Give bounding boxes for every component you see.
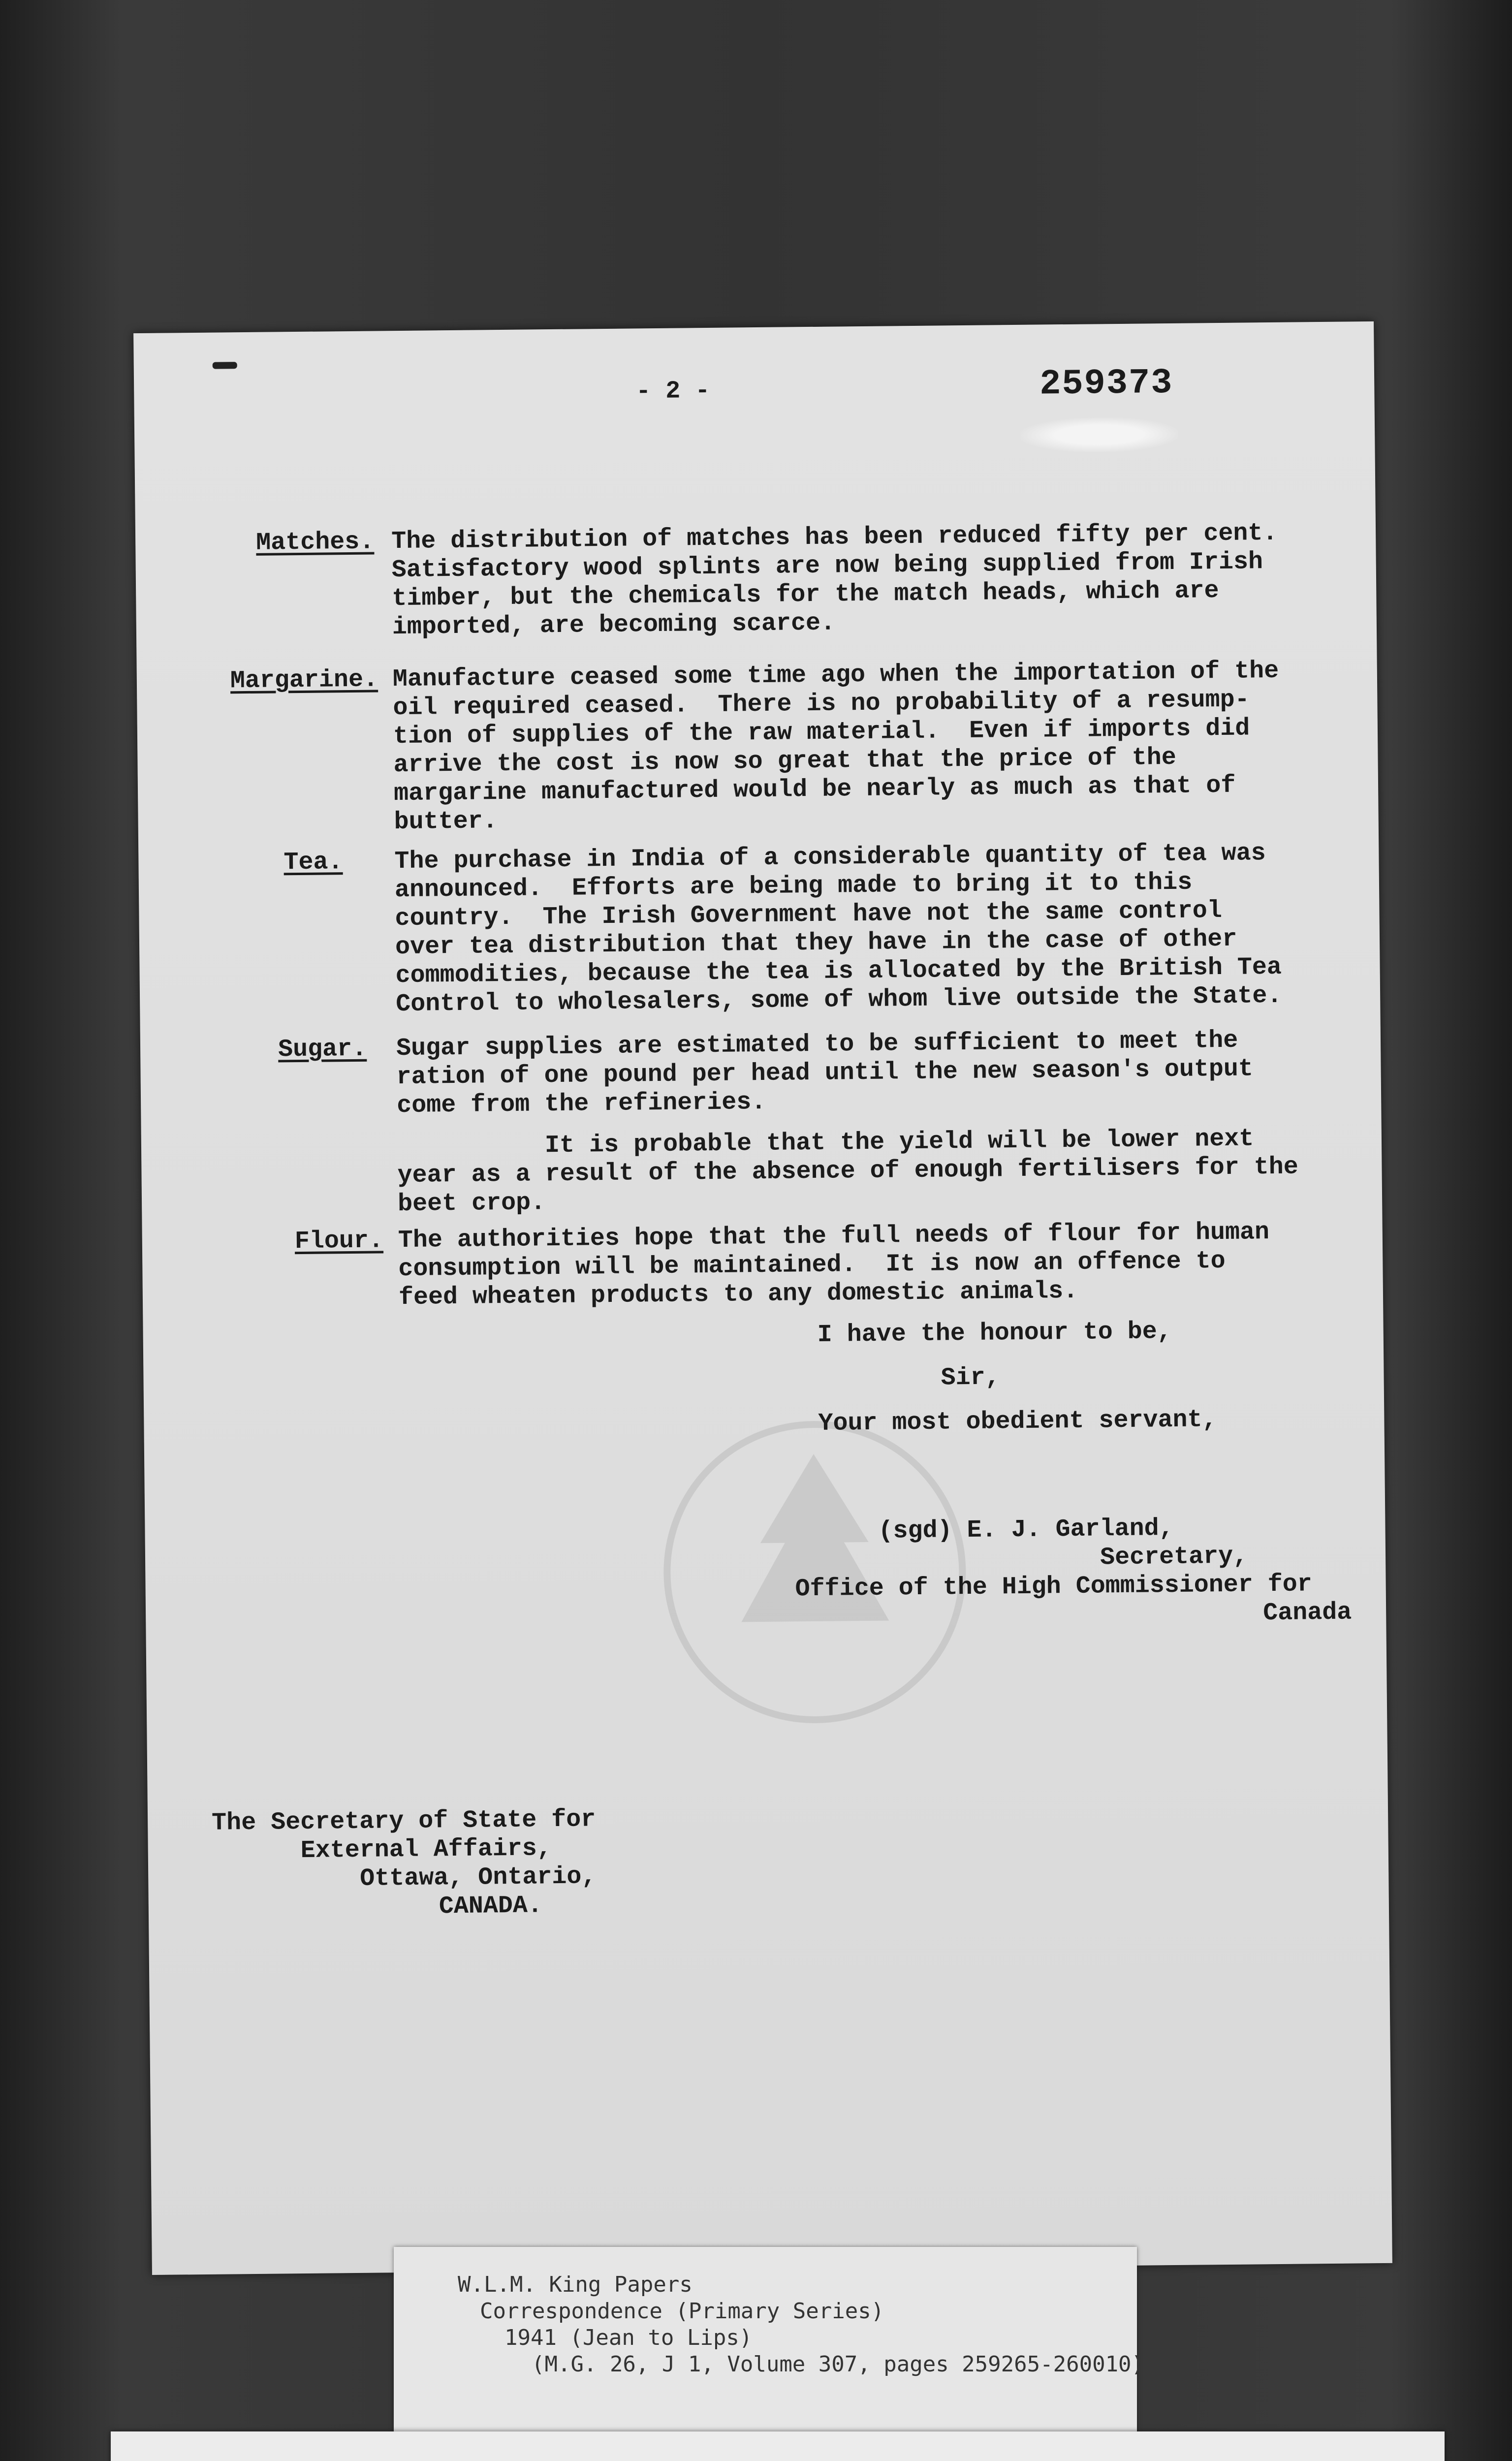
erased-number-smudge (1020, 417, 1178, 453)
body-line: ration of one pound per head until the new season's output (396, 1055, 1254, 1092)
body-line: Sugar supplies are estimated to be sufficient to meet the (396, 1026, 1238, 1063)
body-line: margarine manufactured would be nearly as much as that of (393, 771, 1236, 808)
body-line: tion of supplies of the raw material. Even if imports did (393, 714, 1250, 751)
archive-reference-card (394, 2247, 1145, 2434)
body-line: beet crop. (397, 1189, 546, 1219)
body-line: arrive the cost is now so great that the price of the (393, 743, 1177, 780)
section-body-matches (391, 519, 1327, 642)
body-line: country. The Irish Government have not the same control (395, 897, 1223, 933)
section-label-sugar: Sugar. (278, 1035, 367, 1064)
letter-page (133, 321, 1392, 2275)
closing-servant: Your most obedient servant, (818, 1406, 1217, 1438)
body-line: announced. Efforts are being made to bring it to this (394, 868, 1193, 905)
addressee-line: External Affairs, (300, 1834, 552, 1865)
addressee-line: Ottawa, Ontario, (360, 1862, 597, 1893)
archives-banner (111, 2431, 1445, 2461)
watermark-crest-icon (611, 1413, 1018, 1732)
section-label-tea: Tea. (284, 848, 343, 877)
body-line: feed wheaten products to any domestic animals. (398, 1277, 1078, 1312)
card-line: Correspondence (Primary Series) (480, 2299, 884, 2324)
signature-office: Office of the High Commissioner for (795, 1570, 1313, 1604)
body-line: The distribution of matches has been reduced fifty per cent. (391, 519, 1278, 556)
addressee-line: CANADA. (439, 1892, 543, 1921)
signature-country: Canada (1262, 1598, 1352, 1628)
body-line: consumption will be maintained. It is now an offence to (398, 1247, 1226, 1284)
signature-name: (sgd) E. J. Garland, (878, 1514, 1174, 1546)
closing-line: I have the honour to be, (817, 1318, 1172, 1349)
section-label-matches: Matches. (255, 528, 375, 557)
closing-salutation: Sir, (941, 1363, 1000, 1392)
section-label-margarine: Margarine. (230, 665, 378, 695)
body-line: commodities, because the tea is allocated by the British Tea (395, 953, 1282, 990)
body-line: The purchase in India of a considerable quantity of tea was (394, 839, 1266, 876)
body-line: Control to wholesalers, some of whom live outside the State. (395, 981, 1282, 1019)
body-line: year as a result of the absence of enough fertilisers for the (397, 1153, 1299, 1190)
section-body-flour (398, 1218, 1334, 1312)
card-line: 1941 (Jean to Lips) (504, 2325, 753, 2350)
section-body-tea (394, 839, 1331, 1019)
page-number: - 2 - (636, 377, 710, 406)
section-body-sugar-continued (397, 1124, 1333, 1219)
body-line: over tea distribution that they have in the case of other (395, 925, 1237, 962)
body-line: timber, but the chemicals for the match heads, which are (392, 577, 1219, 613)
card-line: (M.G. 26, J 1, Volume 307, pages 259265-260010) (532, 2352, 1145, 2377)
section-label-flour: Flour. (294, 1227, 384, 1256)
document-number: 259373 (1039, 362, 1173, 405)
body-line: The authorities hope that the full needs of flour for human (398, 1218, 1270, 1255)
body-line: imported, are becoming scarce. (392, 609, 836, 642)
card-line: W.L.M. King Papers (458, 2272, 693, 2297)
section-body-sugar (396, 1026, 1332, 1120)
body-line: It is probable that the yield will be lower next (397, 1125, 1254, 1162)
body-line: come from the refineries. (396, 1088, 766, 1120)
body-line: Satisfactory wood splints are now being supplied from Irish (391, 548, 1263, 585)
signature-title: Secretary, (1100, 1542, 1248, 1572)
body-line: Manufacture ceased some time ago when the importation of the (392, 657, 1279, 694)
ink-mark (213, 362, 237, 369)
body-line: oil required ceased. There is no probability of a resump- (393, 686, 1250, 723)
addressee-line: The Secretary of State for (211, 1805, 596, 1837)
section-body-margarine (393, 657, 1329, 837)
body-line: butter. (394, 807, 498, 837)
